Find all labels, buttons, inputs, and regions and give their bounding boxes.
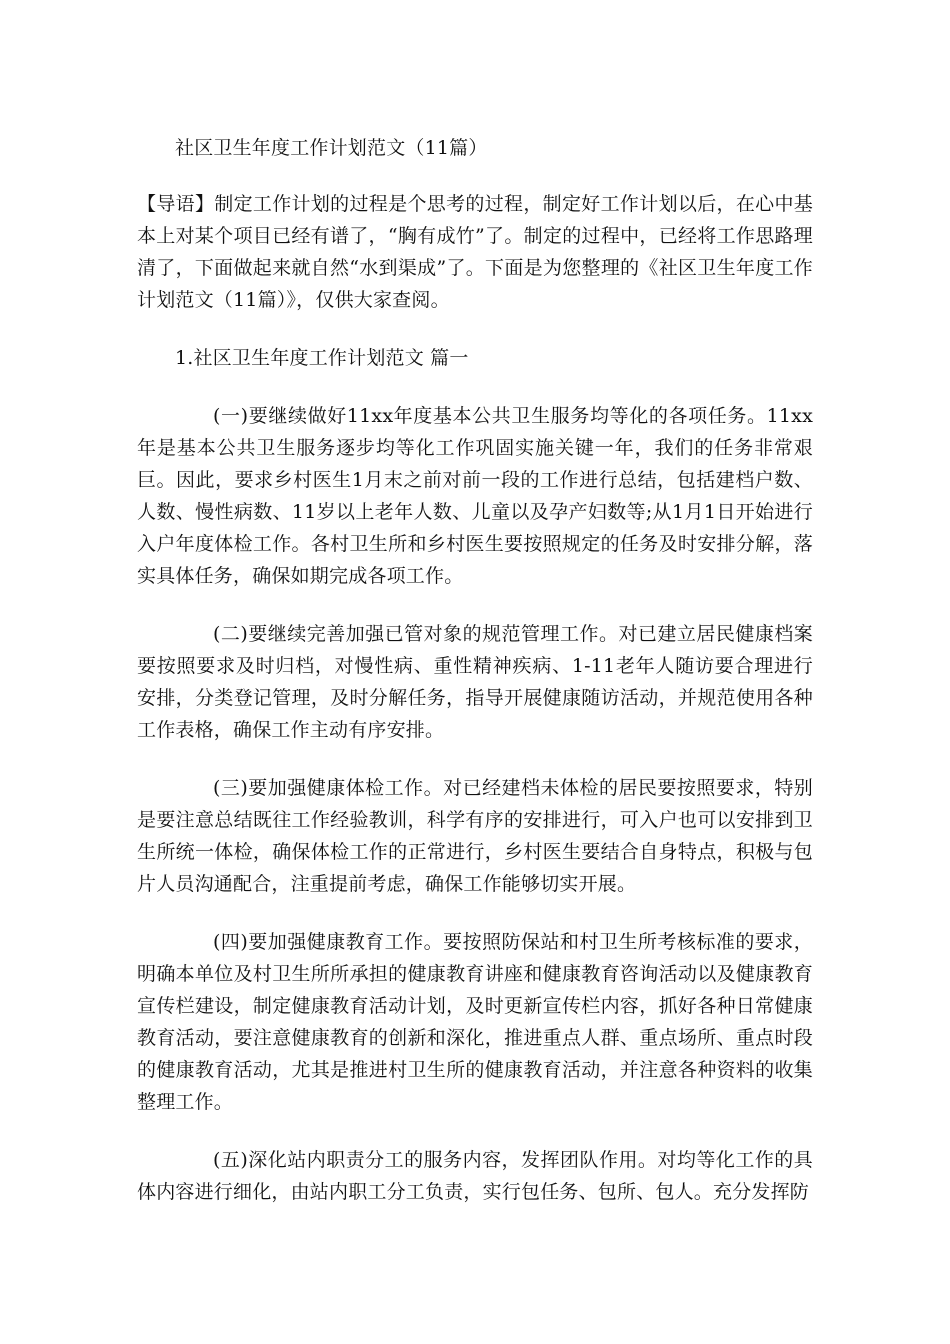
paragraph-2: (二)要继续完善加强已管对象的规范管理工作。对已建立居民健康档案要按照要求及时归档，对慢性病、重性精神疾病、1-11老年人随访要合理进行安排，分类登记管理，及时分解任务，指导开展健康随访活动，并规范使用各种工作表格，确保工作主动有序安排。 xyxy=(137,623,813,741)
section-heading: 1.社区卫生年度工作计划范文 篇一 xyxy=(175,347,469,369)
paragraph-3: (三)要加强健康体检工作。对已经建档未体检的居民要按照要求，特别是要注意总结既往工作经验教训，科学有序的安排进行，可入户也可以安排到卫生所统一体检，确保体检工作的正常进行，乡村医生要结合自身特点，积极与包片人员沟通配合，注重提前考虑，确保工作能够切实开展。 xyxy=(137,777,813,895)
paragraph-5: (五)深化站内职责分工的服务内容，发挥团队作用。对均等化工作的具体内容进行细化，由站内职工分工负责，实行包任务、包所、包人。充分发挥防 xyxy=(137,1149,813,1203)
document-title: 社区卫生年度工作计划范文（11篇） xyxy=(175,137,488,159)
intro-paragraph: 【导语】制定工作计划的过程是个思考的过程，制定好工作计划以后，在心中基本上对某个项目已经有谱了，“胸有成竹”了。制定的过程中，已经将工作思路理清了，下面做起来就自然“水到渠成”了。下面是为您整理的《社区卫生年度工作计划范文（11篇）》，仅供大家查阅。 xyxy=(137,193,813,311)
document-body xyxy=(137,132,813,1234)
paragraph-1: (一)要继续做好11xx年度基本公共卫生服务均等化的各项任务。11xx年是基本公共卫生服务逐步均等化工作巩固实施关键一年，我们的任务非常艰巨。因此，要求乡村医生1月末之前对前一段的工作进行总结，包括建档户数、人数、慢性病数、11岁以上老年人数、儿童以及孕产妇数等;从1月1日开始进行入户年度体检工作。各村卫生所和乡村医生要按照规定的任务及时安排分解，落实具体任务，确保如期完成各项工作。 xyxy=(137,405,813,587)
paragraph-4: (四)要加强健康教育工作。要按照防保站和村卫生所考核标准的要求，明确本单位及村卫生所所承担的健康教育讲座和健康教育咨询活动以及健康教育宣传栏建设，制定健康教育活动计划，及时更新宣传栏内容，抓好各种日常健康教育活动，要注意健康教育的创新和深化，推进重点人群、重点场所、重点时段的健康教育活动，尤其是推进村卫生所的健康教育活动，并注意各种资料的收集整理工作。 xyxy=(137,931,813,1113)
